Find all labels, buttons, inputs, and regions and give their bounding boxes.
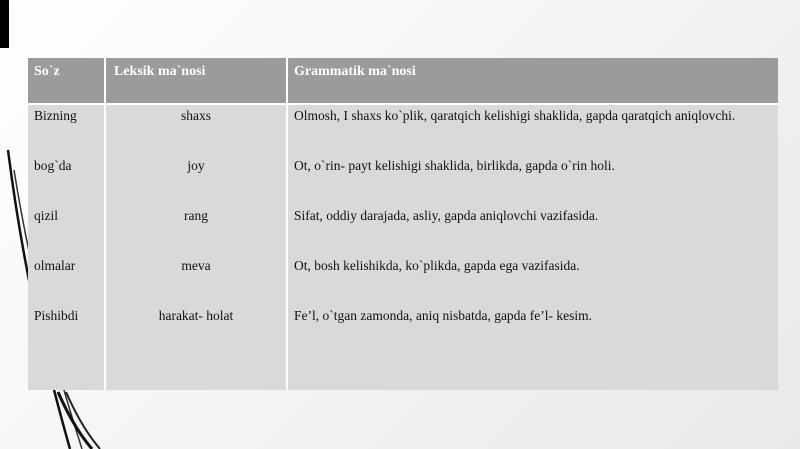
header-divider: [28, 103, 778, 105]
row-3-soz: qizil: [34, 208, 58, 223]
row-4-soz: olmalar: [34, 258, 76, 273]
row-1-leksik: shaxs: [181, 108, 211, 123]
row-3-grammatik: Sifat, oddiy darajada, asliy, gapda aniqlovchi vazifasida.: [294, 208, 599, 223]
row-4-leksik: meva: [181, 258, 211, 273]
row-2-grammatik: Ot, o`rin- payt kelishigi shaklida, birlikda, gapda o`rin holi.: [294, 158, 615, 173]
row-1-grammatik: Olmosh, I shaxs ko`plik, qaratqich kelishigi shaklida, gapda qaratqich aniqlovchi.: [294, 108, 736, 123]
row-2-leksik: joy: [187, 158, 205, 173]
row-5-leksik: harakat- holat: [158, 308, 234, 323]
row-1-soz: Bizning: [34, 108, 77, 123]
header-soz: So`z: [34, 64, 60, 79]
top-left-accent-bar: [0, 0, 9, 48]
header-leksik: Leksik ma`nosi: [114, 64, 206, 79]
row-4-grammatik: Ot, bosh kelishikda, ko`plikda, gapda ega vazifasida.: [294, 258, 580, 273]
row-5-grammatik: Fe’l, o`tgan zamonda, aniq nisbatda, gapda fe’l- kesim.: [294, 308, 593, 323]
row-5-soz: Pishibdi: [34, 308, 79, 323]
word-analysis-table: [28, 58, 778, 390]
column-divider-2: [286, 58, 288, 390]
header-grammatik: Grammatik ma`nosi: [294, 64, 416, 79]
row-2-soz: bog`da: [34, 158, 72, 173]
row-3-leksik: rang: [184, 208, 208, 223]
